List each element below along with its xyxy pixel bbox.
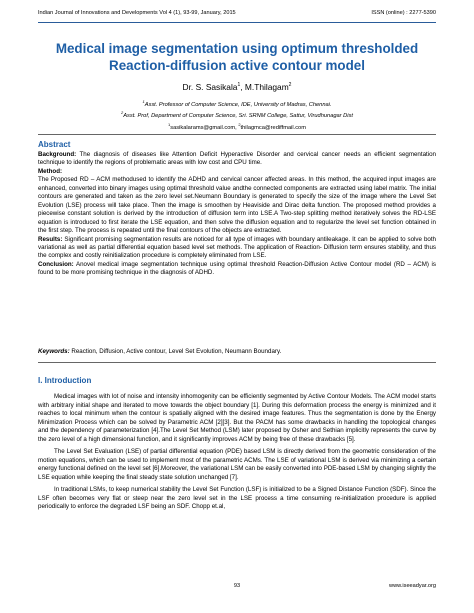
abstract-body	[38, 151, 436, 278]
author-1-mark: 1	[237, 82, 241, 89]
abstract-heading: Abstract	[38, 140, 71, 149]
abstract-results: Results: Significant promising segmentation results are noticed for all type of images with boundary antileakage. It can be applied to solve both variational as well as partial differential equation based level set methods. The application of Reaction- Diffusion term ensures stability, and thus the complex and costly reinitialization procedure is completely eliminated from LSE.	[38, 235, 436, 260]
abstract-method: The Proposed RD – ACM methodused to identify the ADHD and cervical cancer affected areas. In this method, the acquired input images are enhanced, converted into binary images using optimal threshold value andthe connected components are extracted using label matrix. The initial contours are generated and taken as the zero level set.Neumann Boundary is generated to specify the size of the image where the Level Set Evolution (LSE) process will take place. Then the image is smoothen by Heaviside and Dirac delta function. The proposed method provides a piecewise constant solution is derived by the introduction of diffusion term into LSE.A Two-step splitting method iteratively solves the RD-LSE equation is introduced to first iterate the LSE equation, and then solve the diffusion equation and to regularize the level set function obtained in the first step. The process is repeated until the final contours of the objects are extracted.	[38, 176, 436, 235]
intro-paragraph-3: In traditional LSMs, to keep numerical stability the Level Set Function (LSF) is initialized to be a Signed Distance Function (SDF). Since the LSF often becomes very flat or steep near the zero level set in the LSE process a time consuming re-initialization procedure is applied periodically to enforce the degraded LSF being an SDF. Chopp et.al,	[38, 486, 436, 510]
abstract-conclusion: Conclusion: Anovel medical image segmentation technique using optimal threshold Reaction-Diffusion Active Contour model (RD – ACM) is found to be more promising technique in the diagnosis of ADHD.	[38, 260, 436, 277]
keywords	[38, 348, 436, 355]
intro-paragraph-2: The Level Set Evaluation (LSE) of partial differential equation (PDE) based LSM is directly derived from the geometric consideration of the motion equations, which can be used to implement most of the parametric ACMs. The LSE of variational LSM is derived via minimizing a certain energy functional defined on the level set [6].Moreover, the variational LSM can be easily converted into PDE-based LSM by changing slightly the LSE equation while keeping the final steady state solution unchanged [7].	[38, 448, 436, 481]
abstract-method-label: Method:	[38, 167, 63, 175]
page-number: 93	[233, 583, 241, 589]
website[interactable]: www.iseeadyar.org	[389, 583, 436, 589]
affiliations	[38, 98, 436, 132]
section-heading-introduction: I. Introduction	[38, 376, 92, 385]
running-header	[38, 10, 436, 16]
issn: ISSN (online) : 2277-5390	[371, 10, 436, 16]
abstract-rule	[38, 134, 436, 135]
author-1: Dr. S. Sasikala	[182, 82, 238, 92]
email-1[interactable]: sasikalarams@gmail.com,	[170, 124, 237, 131]
abstract-background: Background: The diagnosis of diseases like Attention Deficit Hyperactive Disorder and cervical cancer needs an efficient segmentation technique to identify the regions of problematic areas with low cost and CPU time.	[38, 151, 437, 167]
paper-title: Medical image segmentation using optimum thresholded Reaction-diffusion active contour model	[55, 41, 419, 73]
author-2-mark: 2	[288, 82, 292, 89]
section-rule	[38, 362, 436, 363]
email-2[interactable]: thilagmca@rediffmail.com	[240, 124, 306, 131]
affiliation-1: $^1$Asst. Professor of Computer Science, IDE, University of Madras, Chennai.	[142, 99, 332, 108]
journal-citation: Indian Journal of Innovations and Developments Vol 4 (1), 93-99, January, 2015	[38, 10, 236, 16]
authors	[38, 82, 436, 92]
author-2: , M.Thilagam	[240, 82, 289, 92]
intro-paragraph-1: Medical images with lot of noise and intensity inhomogenity can be efficiently segmented by Active Contour Models. The ACM model starts with arbitrary initial shape and iterated to move towards the object boundary [1]. During this deformation process the energy is minimized and it reaches to local minimum when the contour is spatially aligned with the desired image features. Thus the segmentation is done by the Energy Minimization Process which can be solved by Parametric ACM [2][3]. But the PACM has some drawbacks in handling the topological changes and the dependency of parameterization [4].The Level Set Method (LSM) later proposed by Osher and Sethian implicitly represents the curve by the zero level of a high dimensional function, and it significantly improves ACM by being free of these drawbacks [5].	[38, 393, 436, 443]
keywords-label: Keywords:	[38, 348, 70, 355]
introduction-body	[38, 393, 436, 516]
header-rule	[38, 22, 436, 23]
emails: $^1$sasikalarams@gmail.com, $^2$thilagmca@rediffmail.com	[168, 121, 306, 131]
page-footer	[38, 583, 436, 589]
affiliation-2: $^2$Asst. Prof, Department of Computer Science, Sri. SRNM College, Sattur, Virudhunagar Dist	[121, 110, 353, 120]
keywords-text: Reaction, Diffusion, Active contour, Level Set Evolution, Neumann Boundary.	[71, 348, 282, 355]
